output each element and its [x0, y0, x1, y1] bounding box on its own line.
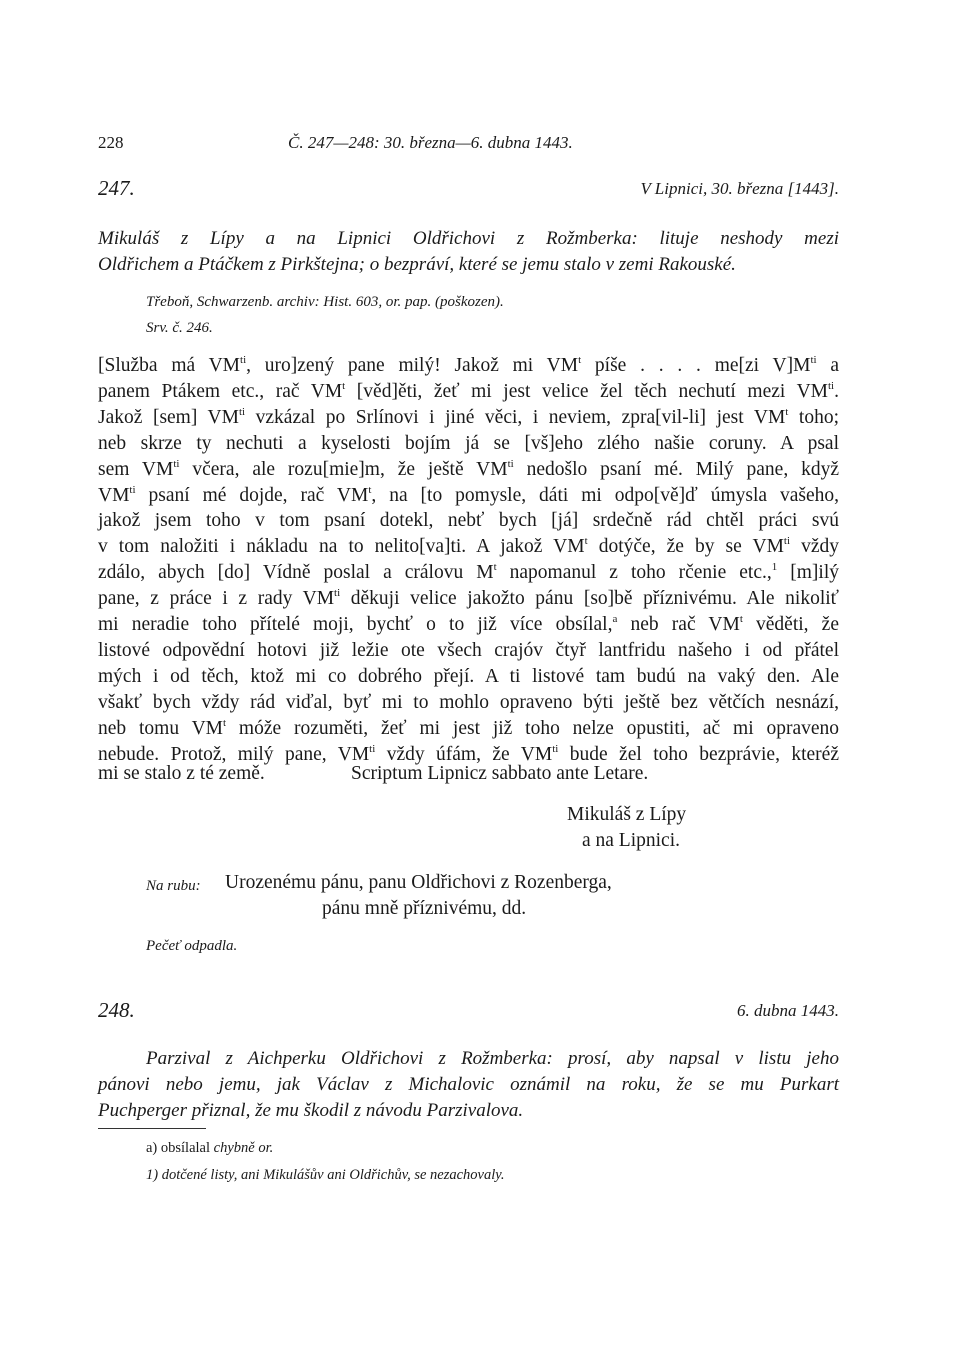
superscript: ti: [238, 405, 246, 418]
superscript: ti: [240, 354, 247, 366]
text-segment: [Služba má VM: [98, 355, 241, 376]
summary-247-line-2: Oldřichem a Ptáčkem z Pirkštejna; o bezpráví, které se jemu stalo v zemi Rakouské.: [98, 254, 736, 275]
text-segment: bude žel toho bezprávie, kteréž: [558, 743, 839, 765]
superscript: a: [612, 613, 618, 625]
letter-closing-formula: Scriptum Lipnicz sabbato ante Letare.: [351, 763, 649, 784]
footnote-a-note: chybně or.: [210, 1140, 274, 1156]
document-date-248: 6. dubna 1443.: [737, 1001, 839, 1020]
superscript: ti: [810, 354, 817, 366]
letter-body-line: [98, 692, 839, 714]
document-number-247: 247.: [98, 176, 135, 200]
text-segment: dotýče, že by se VM: [587, 536, 784, 558]
letter-body-line: [98, 459, 839, 481]
document-number-248: 248.: [98, 998, 135, 1022]
seal-note: Pečeť odpadla.: [146, 938, 238, 954]
text-segment: a: [816, 355, 839, 376]
letter-body-line: [98, 433, 839, 455]
letter-body-line: [98, 485, 839, 507]
running-title: Č. 247—248: 30. března—6. dubna 1443.: [288, 133, 573, 152]
address-label: Na rubu:: [146, 878, 201, 894]
text-segment: včera, ale rozu[mie]m, že ještě VM: [179, 458, 508, 480]
summary-248-line-2: pánovi nebo jemu, jak Václav z Michalovic oznámil na roku, že se mu Purkart: [98, 1074, 839, 1095]
text-segment: děkuji velice jakožto pánu [so]bě příznivému. Ale nikoliť: [340, 588, 839, 610]
superscript: ti: [129, 483, 136, 496]
footnote-a: [146, 1140, 273, 1157]
letter-body-line: [98, 666, 839, 688]
text-segment: všakť bych vždy rád viďal, byť mi to mohlo opraveno býti ještě bez větčích nesnází,: [98, 691, 839, 713]
superscript: ti: [369, 742, 376, 755]
superscript: ti: [828, 379, 835, 392]
text-segment: neb tomu VM: [98, 717, 223, 739]
summary-248-line-1: Parzival z Aichperku Oldřichovi z Rožmberka: prosí, aby napsal v listu jeho: [146, 1048, 839, 1069]
superscript: ti: [507, 457, 514, 470]
text-segment: nedošlo psaní mé. Milý pane, když: [513, 458, 839, 480]
text-segment: mi neradie toho přítelé moji, bychť o to již více obsílal,: [98, 614, 613, 635]
text-segment: , uro]zený pane milý! Jakož mi VM: [246, 355, 579, 376]
superscript: ti: [173, 457, 180, 470]
footnote-1-mark: 1): [146, 1167, 159, 1183]
letter-body-line: [98, 355, 839, 377]
document-place-date-247: V Lipnici, 30. března [1443].: [640, 179, 839, 198]
text-segment: neb skrze ty nechuti a kyselosti bojím já se [vš]eho zlého našie coruny. A psal: [98, 432, 839, 454]
text-segment: píše . . . . me[zi V]M: [581, 355, 811, 376]
superscript: t: [785, 405, 789, 418]
text-segment: toho;: [788, 406, 839, 428]
footnote-a-text: obsílalal: [160, 1140, 211, 1156]
text-segment: VM: [98, 484, 130, 506]
address-line-2: pánu mně příznivému, dd.: [322, 898, 527, 919]
text-segment: panem Ptákem etc., rač VM: [98, 380, 343, 402]
text-segment: móže rozuměti, žeť mi jest již toho nelze opustiti, ač mi opraveno: [226, 717, 840, 739]
text-segment: .: [834, 380, 839, 402]
page-number: 228: [98, 133, 124, 152]
superscript: ti: [552, 742, 559, 755]
text-segment: mých i od těch, ktož mi co dobrého přejí. A ti listové tam budú na vaký den. Ale: [98, 665, 839, 687]
summary-247-line-1: Mikuláš z Lípy a na Lipnici Oldřichovi z Rožmberka: lituje neshody mezi: [98, 228, 839, 249]
text-segment: [m]ilý: [777, 562, 839, 584]
text-segment: [věd]ěti, žeť mi jest velice žel těch nechutí mezi VM: [345, 380, 828, 402]
letter-body-line: [98, 614, 839, 636]
letter-body-line: [98, 510, 839, 532]
superscript: t: [223, 716, 227, 729]
text-segment: Jakož [sem] VM: [98, 406, 239, 428]
text-segment: neb rač VM: [617, 614, 740, 635]
letter-body-line: [98, 562, 839, 584]
text-segment: vždy: [790, 536, 840, 558]
superscript: t: [578, 354, 582, 366]
signature-line-1: Mikuláš z Lípy: [567, 804, 687, 825]
letter-body-line: [98, 718, 839, 740]
superscript: t: [584, 535, 588, 548]
text-segment: napomanul z toho rčenie etc.,: [496, 562, 772, 584]
letter-body-last-line: mi se stalo z té země.: [98, 763, 265, 784]
superscript: t: [342, 379, 346, 392]
footnote-a-mark: a): [146, 1140, 158, 1156]
text-segment: věděti, že: [742, 614, 839, 635]
text-segment: listové odpovědní hotovi již ležie ote všech crajóv čtyř lantfridu našeho i od přátel: [98, 639, 839, 661]
text-segment: vždy úfám, že VM: [375, 743, 553, 765]
footnote-1: [146, 1167, 505, 1184]
text-segment: , na [to pomysle, dáti mi odpo[vě]ď úmysla vašeho,: [371, 484, 840, 506]
superscript: 1: [771, 561, 778, 574]
text-segment: sem VM: [98, 458, 174, 480]
footnote-rule: [98, 1128, 206, 1129]
letter-body-line: [98, 640, 839, 662]
cross-reference: Srv. č. 246.: [146, 320, 213, 336]
text-segment: pane, z práce i z rady VM: [98, 588, 335, 610]
superscript: t: [739, 613, 743, 625]
summary-248-line-3: Puchperger přiznal, že mu škodil z návodu Parzivalova.: [98, 1100, 524, 1121]
source-reference: Třeboň, Schwarzenb. archiv: Hist. 603, or. pap. (poškozen).: [146, 294, 504, 310]
letter-body-line: [98, 381, 839, 403]
text-segment: nebude. Protož, milý pane, VM: [98, 743, 370, 765]
address-line-1: Urozenému pánu, panu Oldřichovi z Rozenberga,: [225, 872, 612, 893]
superscript: ti: [783, 535, 791, 548]
text-segment: psaní mé dojde, rač VM: [135, 484, 369, 506]
letter-body-line: [98, 536, 839, 558]
signature-line-2: a na Lipnici.: [582, 830, 681, 851]
letter-body-line: [98, 588, 839, 610]
text-segment: v tom naložiti i nákladu na to nelito[va]ti. A jakož VM: [98, 536, 585, 558]
superscript: t: [493, 561, 497, 574]
superscript: ti: [334, 587, 341, 600]
footnote-1-text: dotčené listy, ani Mikulášův ani Oldřichův, se nezachovaly.: [161, 1167, 505, 1183]
text-segment: vzkázal po Srlínovi i jiné věci, i neviem, zpra[vil-li] jest VM: [245, 406, 786, 428]
text-segment: jakož jsem toho v tom psaní dotekl, nebť bych [já] srdečně rád chtěl práci svú: [98, 510, 839, 532]
text-segment: zdálo, abych [do] Vídně poslal a crálovu M: [98, 562, 494, 584]
superscript: t: [368, 483, 372, 496]
letter-body-line: [98, 407, 839, 429]
